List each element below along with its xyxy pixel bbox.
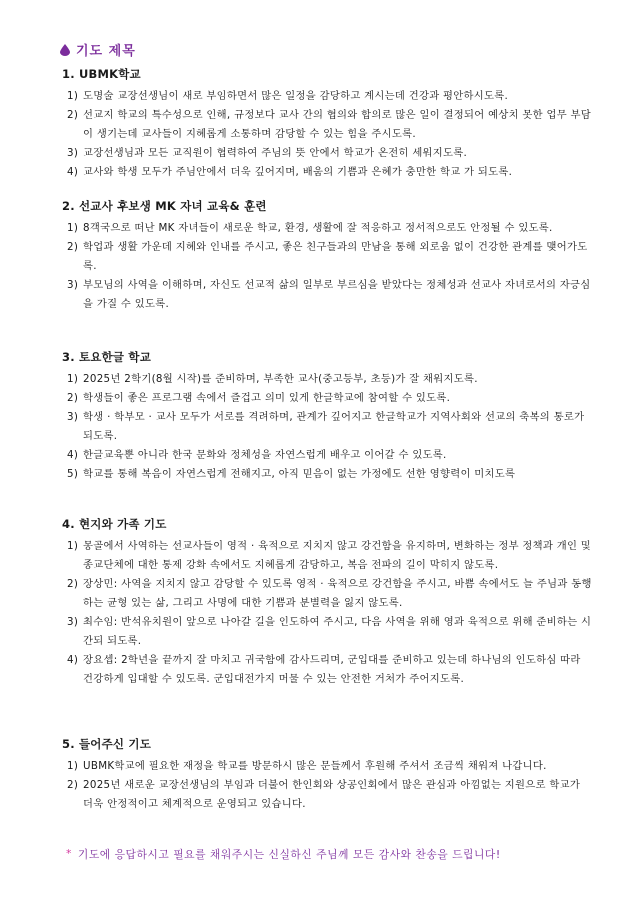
list-item bbox=[62, 219, 592, 238]
section-local-family bbox=[62, 516, 592, 689]
item-number: 3) bbox=[67, 279, 79, 291]
item-number: 2) bbox=[67, 578, 79, 590]
list-item bbox=[62, 776, 592, 814]
closing-note bbox=[66, 847, 501, 862]
item-text: 장상민: 사역을 지치지 않고 감당할 수 있도록 영적 · 육적으로 강건함을 주시고, 바쁨 속에서도 늘 주님과 동행하는 균형 있는 삶, 그리고 사명에 대한 기쁨과 분별력을 잃지 않도록. bbox=[83, 578, 592, 609]
item-number: 3) bbox=[67, 411, 79, 423]
item-text: 학생들이 좋은 프로그램 속에서 즐겁고 의미 있게 한글학교에 참여할 수 있도록. bbox=[83, 392, 451, 404]
list-item bbox=[62, 575, 592, 613]
list-item bbox=[62, 651, 592, 689]
item-number: 1) bbox=[67, 373, 79, 385]
document-title bbox=[60, 40, 136, 59]
item-number: 2) bbox=[67, 392, 79, 404]
item-text: 부모님의 사역을 이해하며, 자신도 선교적 삶의 일부로 부르심을 받았다는 정체성과 선교사 자녀로서의 자긍심을 가질 수 있도록. bbox=[83, 279, 591, 310]
item-text: 교사와 학생 모두가 주님안에서 더욱 깊어지며, 배움의 기쁨과 은혜가 충만한 학교 가 되도록. bbox=[83, 166, 513, 178]
item-text: 도명술 교장선생님이 새로 부임하면서 많은 일정을 감당하고 계시는데 건강과 평안하시도록. bbox=[83, 90, 509, 102]
section-answered-prayers bbox=[62, 736, 592, 814]
star-bullet: * bbox=[66, 847, 72, 860]
item-number: 5) bbox=[67, 468, 79, 480]
item-text: 장요셉: 2학년을 끝까지 잘 마치고 귀국함에 감사드리며, 군입대를 준비하고 있는데 하나님의 인도하심 따라 건강하게 입대할 수 있도록. 군입대전가지 머물 수 있는 안전한 거처가 주어지도록. bbox=[83, 654, 581, 685]
item-text: 2025년 새로운 교장선생님의 부임과 더불어 한인회와 상공인회에서 많은 관심과 아낌없는 지원으로 학교가 더욱 안정적이고 체계적으로 운영되고 있습니다. bbox=[83, 779, 581, 810]
list-item bbox=[62, 106, 592, 144]
list-item bbox=[62, 238, 592, 276]
water-drop-icon bbox=[60, 44, 70, 56]
item-text: 몽골에서 사역하는 선교사들이 영적 · 육적으로 지치지 않고 강건함을 유지하며, 변화하는 정부 정책과 개인 및 종교단체에 대한 통제 강화 속에서도 지혜롭게 감당하고, 복음 전파의 길이 막히지 않도록. bbox=[83, 540, 592, 571]
section-heading: 2. 선교사 후보생 MK 자녀 교육& 훈련 bbox=[62, 199, 267, 213]
item-text: 교장선생님과 모든 교직원이 협력하여 주님의 뜻 안에서 학교가 온전히 세워지도록. bbox=[83, 147, 468, 159]
list-item bbox=[62, 446, 592, 465]
list-item bbox=[62, 613, 592, 651]
list-item bbox=[62, 163, 592, 182]
closing-text: 기도에 응답하시고 필요를 채워주시는 신실하신 주님께 모든 감사와 찬송을 드립니다! bbox=[77, 848, 501, 861]
section-korean-school bbox=[62, 349, 592, 484]
item-number: 4) bbox=[67, 166, 79, 178]
list-item bbox=[62, 276, 592, 314]
item-number: 1) bbox=[67, 222, 79, 234]
list-item bbox=[62, 389, 592, 408]
item-text: 학업과 생활 가운데 지혜와 인내를 주시고, 좋은 친구들과의 만남을 통해 외로움 없이 건강한 관계를 맺어가도록. bbox=[83, 241, 588, 272]
section-heading: 3. 토요한글 학교 bbox=[62, 350, 152, 364]
list-item bbox=[62, 87, 592, 106]
section-heading: 1. UBMK학교 bbox=[62, 67, 141, 81]
item-number: 2) bbox=[67, 779, 79, 791]
list-item bbox=[62, 144, 592, 163]
item-number: 4) bbox=[67, 654, 79, 666]
list-item bbox=[62, 757, 592, 776]
list-item bbox=[62, 537, 592, 575]
item-number: 1) bbox=[67, 760, 79, 772]
item-text: 학생 · 학부모 · 교사 모두가 서로를 격려하며, 관계가 깊어지고 한글학교가 지역사회와 선교의 축복의 통로가 되도록. bbox=[83, 411, 585, 442]
item-text: 선교지 학교의 특수성으로 인해, 규정보다 교사 간의 협의와 합의로 많은 일이 결정되어 예상치 못한 업무 부담이 생기는데 교사들이 지혜롭게 소통하며 감당할 수 있는 힘을 주시도록. bbox=[83, 109, 592, 140]
list-item bbox=[62, 408, 592, 446]
item-text: UBMK학교에 필요한 재정을 학교를 방문하시 많은 문들께서 후원해 주셔서 조금씩 채워져 나갑니다. bbox=[83, 760, 547, 772]
list-item bbox=[62, 370, 592, 389]
item-text: 8객국으로 떠난 MK 자녀들이 새로운 학교, 환경, 생활에 잘 적응하고 정서적으로도 안정될 수 있도록. bbox=[83, 222, 553, 234]
item-text: 최수임: 반석유치원이 앞으로 나아갈 길을 인도하여 주시고, 다음 사역을 위해 영과 육적으로 위해 준비하는 시간되 되도록. bbox=[83, 616, 592, 647]
item-number: 2) bbox=[67, 241, 79, 253]
item-number: 1) bbox=[67, 90, 79, 102]
item-text: 2025년 2학기(8월 시작)를 준비하며, 부족한 교사(중고등부, 초등)가 잘 채워지도록. bbox=[83, 373, 478, 385]
item-number: 2) bbox=[67, 109, 79, 121]
section-ubmk-school bbox=[62, 66, 592, 182]
section-mk-education bbox=[62, 198, 592, 314]
item-number: 3) bbox=[67, 147, 79, 159]
section-heading: 5. 들어주신 기도 bbox=[62, 737, 152, 751]
list-item bbox=[62, 465, 592, 484]
item-text: 한글교육뿐 아니라 한국 문화와 정체성을 자연스럽게 배우고 이어갈 수 있도록. bbox=[83, 449, 447, 461]
item-number: 4) bbox=[67, 449, 79, 461]
item-text: 학교를 통해 복음이 자연스럽게 전해지고, 아직 믿음이 없는 가정에도 선한 영향력이 미치도록 bbox=[83, 468, 516, 480]
item-number: 3) bbox=[67, 616, 79, 628]
item-number: 1) bbox=[67, 540, 79, 552]
section-heading: 4. 현지와 가족 기도 bbox=[62, 517, 167, 531]
title-text: 기도 제목 bbox=[76, 44, 136, 59]
